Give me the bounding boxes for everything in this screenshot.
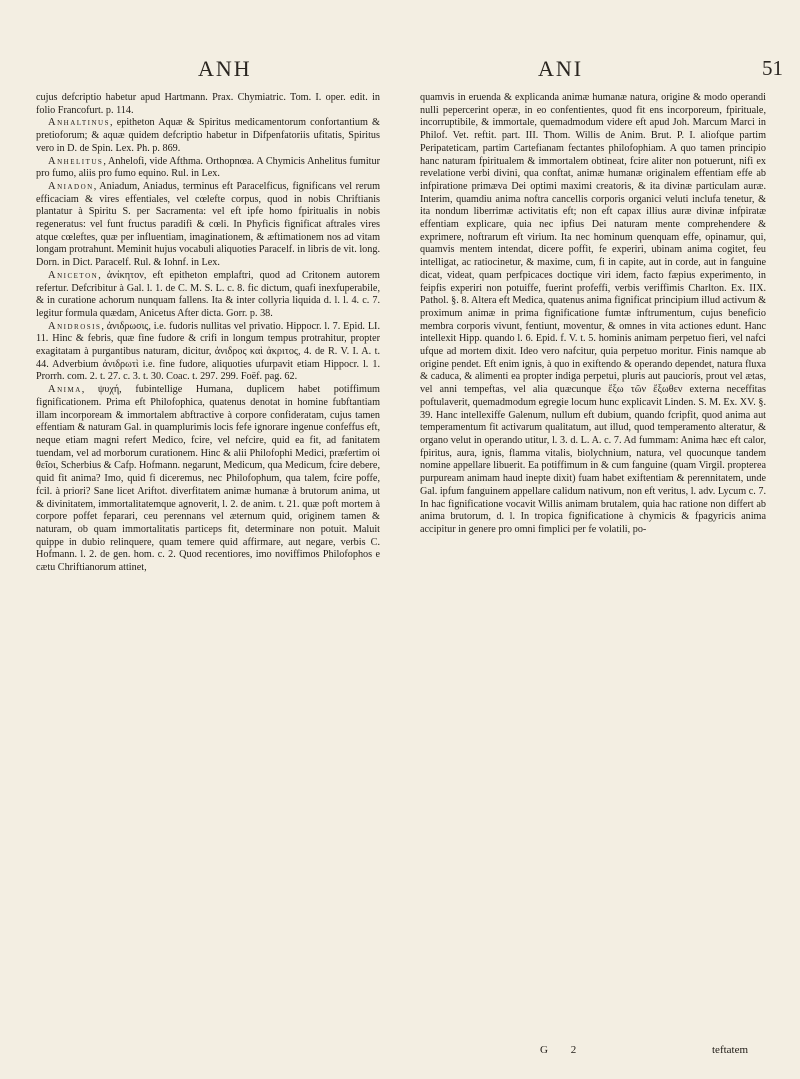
entry-text: cujus defcriptio habetur apud Hartmann. Prax. Chymiatric. Tom. I. oper. edit. in folio Francofurt. p. 114. [36, 92, 380, 116]
entry-aniceton [36, 270, 380, 321]
entry-text: , ἀνιδρωσις, i.e. fudoris nullitas vel privatio. Hippocr. l. 7. Epid. LI. 11. Hinc & febris, quæ fine fudore & crifi in longum tempus protrahitur, propter exagitatam à purgantibus naturam, dicitur, ἀνιδρος καὶ ἀκριτος, 4. de R. V. I. A. t. 44. Adverbium ἀνιδρωτὶ i.e. fine fudore, aliquoties ufurpavit etiam Hippocr. l. 1. Prorrh. com. 2. t. 27. c. 3. t. 30. Coac. t. 297. 299. Foëf. pag. 62. [36, 320, 380, 383]
right-column [420, 92, 766, 537]
headword: Anima [48, 384, 82, 396]
entry-text: , ψυχή, fubintellige Humana, duplicem habet potiffimum fignificationem. Prima eft Philofophica, quatenus denotat in homine fubftantiam illam incorpoream & immortalem abftractive à corpore confideratam, cujus tamen effentiam & naturam Gal. in quamplurimis locis fefe ignorare ingenue confeffus eft, neque etiam magni refert Medico, fcire, vel nefcire, quid ea fit, ad fanitatem tuendam, vel ad morborum curationem. Hinc & alii Philofophi Medici, præfertim οἱ θεῖοι, Scherbius & Cafp. Hofmann. negarunt, Medicum, qua Medicum, fcire debere, quid fit anima? Imo, quid fi diceremus, nec Philofophum, qua talem, fcire poffe, fcil. à priori? Sane licet Ariftot. diverfitatem animæ humanæ à brutorum anima, ut & divinitatem, immortalitatemque agnoverit, l. 2. de anim. t. 21. quæ poft mortem à corpore poffet feparari, ceu perennans vel æternum quid, originem tamen & naturam, ob quam immortalitatis particeps fit, determinare non potuit. Maluit quippe in dubio relinquere, quam temere quid affirmare, aut negare, verbis C. Hofmann. l. 2. de gen. hom. c. 2. Quod recentiores, imo noviffimos Philofophos e cætu Chriftianorum attinet, [36, 384, 380, 574]
running-head-right: ANI [538, 56, 584, 81]
headword: Aniceton [48, 269, 99, 281]
headword: Aniadon [48, 180, 94, 192]
entry-text: , Anhelofi, vide Afthma. Orthopnœa. A Chymicis Anhelitus fumitur pro fumo, aliis pro fumo equino. Rul. in Lex. [36, 155, 380, 180]
anima-continuation: quamvis in eruenda & explicanda animæ humanæ natura, origine & modo operandi nulli pepercerint operæ, in eo confentientes, quod fit ens incorporeum, fpirituale, incorruptibile, & immortale, quemadmodum videre eft apud Joh. Marcum Marci in Philof. Vet. reftit. part. III. Thom. Willis de Anim. Brut. P. I. aliofque partim Peripateticam, partim Cartefianam fectantes philofophiam. A quo tamen principio hanc naturam fpiritualem & immortalem obtineat, fcire aliter non potuerunt, nifi ex revelatione verbi divini, qua conftat, animæ humanæ originalem effentiam effe ab infpiratione primæva Dei optimi maximi creatoris, & ita divinæ particulam auræ. Interim, quamdiu anima noftra cancellis corporis organici veluti inclufa tenetur, & ita nondum liberrimæ activitatis eft; non eft capax illius auræ divinæ infpiratæ effentiam explicare, quia nec ipfius Dei naturam mente comprehendere & exprimere, noftrarum eft virium. Ita nec hominum quenquam effe, opinamur, qui, quamvis mentem intendat, dicere poffit, fe experiri, ubinam anima cogitet, feu intelligat, ac ratiocinetur, & maxime, cum, fi in capite, aut in corde, aut in fanguine dicat, videat, quam perfpicaces doctique viri idem, facto fæpius experimento, in feipfis experiri non potuiffe, fuerint profeffi, verbis veriffimis Charlton. Ex. IIX. Pathol. §. 8. Altera eft Medica, quatenus anima fignificat principium illud activum & proximum animæ in prima fignificatione fumtæ inftrumentum, cujus beneficio membra corporis vivunt, fentiunt, moventur, & omnes in vita actiones edunt. Hanc intellexit Hipp. quando l. 6. Epid. f. V. t. 5. hominis animam perpetuo fieri, vel nafci ufque ad mortem dixit. Ideo vero nafcitur, quia perpetuo moritur. Finis namque ab origine pendet. Eft enim ignis, à quo in exiftendo & operando dependet, natura fluxa & caduca, & alimenti ea propter indiga perpetui, pluris aut pauciorís, prout vel ætas, vel anni tempeftas, vel alia quæcunque ἔξω τῶν ἔξωθεν externa neceffitas poftulaverit, quemadmodum egregie locum hunc explicavit Linden. S. M. Ex. XV. §. 39. Hanc intellexiffe Galenum, nullum eft dubium, quando fcripfit, quod anima aut temperamentum fit activarum qualitatum, aut illud, quod temperamento alteratur, & organo velut in operando utitur, l. 3. d. L. A. c. 7. Ad fummam: Anima hæc eft calor, fpiritus, aura, ignis, flamma vitalis, biolychnium, natura, vel quocunque tandem nomine appellare libuerit. Ea potiffimum in & cum fanguine (quam Virgil. propterea purpuream animam haud inepte dixit) fuam habet exiftentiam & perennitatem, unde Gal. ipfum fanguinem appellare calidum nativum, non eft veritus, l. adv. Lycum c. 7. In hac fignificatione vocavit Willis animam brutalem, quia hac ratione non differt ab anima brutorum, d. l. In tropica fignificatione à chymicis & fpagyricis anima accipitur in genere pro omni fimplici per fe volatili, po- [420, 92, 766, 535]
entry-aniadon [36, 181, 380, 270]
headword: Anhelitus [48, 155, 104, 167]
entry-continuation [36, 92, 380, 117]
left-column [36, 92, 380, 575]
entry-anhaltinus [36, 117, 380, 155]
headword: Anhaltinus [48, 117, 110, 129]
entry-anidrosis [36, 321, 380, 385]
catchword: teftatem [712, 1044, 749, 1056]
entry-anhelitus [36, 156, 380, 181]
headword: Anidrosis [48, 320, 102, 332]
running-head-left: ANH [198, 56, 252, 81]
entry-text: , epitheton Aquæ & Spiritus medicamentorum confortantium & pretioforum; & aquæ quidem defcriptio habetur in Difpenfatoriis ufitatis, Spiritus vero in D. de Spin. Lex. Ph. p. 869. [36, 117, 380, 154]
page-number: 51 [762, 56, 783, 80]
entry-anima [36, 384, 380, 575]
entry-text: , ἀνίκητον, eft epitheton emplaftri, quod ad Critonem autorem refertur. Defcribitur à Gal. l. 1. de C. M. S. L. c. 8. fic dictum, quafi inexfuperabile, & in curatione achorum nunquam fallens. Ita & inter collyria liquida d. l. l. 4. c. 7. legitur formula quædam, Anicetus After dicta. Gorr. p. 38. [36, 269, 380, 319]
signature-mark: G 2 [540, 1044, 587, 1056]
entry-text: , Aniadum, Aniadus, terminus eft Paracelficus, fignificans vel rerum efficaciam & vires effentiales, vel cœlefte corpus, quod in nobis Chriftianis plantatur à Spiritu S. per Sacramenta: vel eft ipfe homo fpiritualis in nobis regeneratus: vel funt fructus paradifi & cœli. In Phyficis fignificat aftrales vires atque cœleftes, quæ per influentiam, imaginationem, & æftimationem nos ad vitam longam protrahunt. Meminit hujus vocabuli aliquoties Paracelf. in libris de vit. long. Dorn. in Dict. Paracelf. Rul. & Iohnf. in Lex. [36, 180, 380, 269]
